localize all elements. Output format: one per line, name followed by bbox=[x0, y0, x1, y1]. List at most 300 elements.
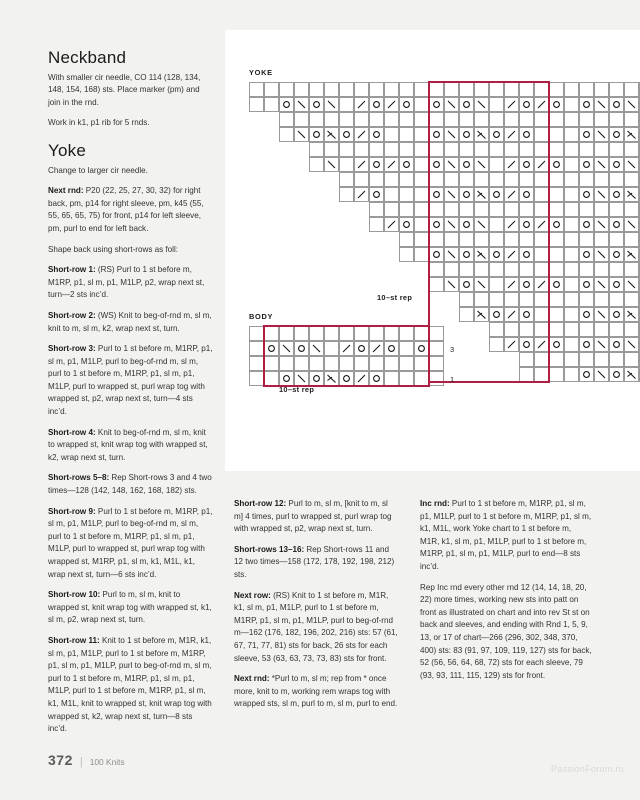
chart-cell-ssk bbox=[624, 337, 639, 352]
chart-cell-knit bbox=[504, 82, 519, 97]
chart-cell-knit bbox=[519, 202, 534, 217]
chart-cell-knit bbox=[429, 172, 444, 187]
chart-cell-knit bbox=[519, 262, 534, 277]
sl1-k2tog-psso-icon bbox=[625, 188, 638, 201]
ssk-icon bbox=[595, 128, 608, 141]
chart-cell-knit bbox=[549, 247, 564, 262]
chart-cell-knit bbox=[594, 112, 609, 127]
chart-cell-knit bbox=[549, 307, 564, 322]
chart-cell-knit bbox=[579, 142, 594, 157]
chart-cell-knit bbox=[429, 232, 444, 247]
chart-cell-knit bbox=[549, 292, 564, 307]
chart-cell-knit bbox=[519, 322, 534, 337]
chart-cell-ssk bbox=[594, 157, 609, 172]
chart-cell-knit bbox=[414, 326, 429, 341]
chart-cell-knit bbox=[579, 262, 594, 277]
chart-cell-knit bbox=[384, 82, 399, 97]
chart-cell-knit bbox=[399, 202, 414, 217]
yoke-next-rnd bbox=[48, 185, 213, 235]
chart-cell-knit bbox=[414, 202, 429, 217]
chart-cell-knit bbox=[399, 112, 414, 127]
k2tog-icon bbox=[535, 338, 548, 351]
chart-cell-knit bbox=[324, 82, 339, 97]
yo-icon bbox=[490, 248, 503, 261]
instruction-label: Short-row 2: bbox=[48, 310, 96, 320]
chart-cell-knit bbox=[579, 82, 594, 97]
chart-cell-knit bbox=[384, 202, 399, 217]
chart-cell-knit bbox=[414, 157, 429, 172]
chart-cell-yo bbox=[369, 187, 384, 202]
chart-cell-knit bbox=[309, 112, 324, 127]
instruction-text: Rep Short-rows 11 and 12 two times—158 (172, 178, 192, 198, 212) sts. bbox=[234, 544, 395, 579]
chart-cell-knit bbox=[474, 292, 489, 307]
yo-icon bbox=[295, 342, 308, 355]
chart-cell-ssk bbox=[594, 307, 609, 322]
chart-panel bbox=[225, 30, 640, 471]
chart-cell-knit bbox=[459, 262, 474, 277]
chart-cell-knit bbox=[339, 82, 354, 97]
chart-cell-ssk bbox=[294, 127, 309, 142]
chart-cell-knit bbox=[624, 322, 639, 337]
chart-cell-yo bbox=[579, 157, 594, 172]
chart-cell-ssk bbox=[624, 97, 639, 112]
ssk-icon bbox=[445, 128, 458, 141]
chart-cell-knit bbox=[504, 142, 519, 157]
chart-cell-yo bbox=[579, 307, 594, 322]
yo-icon bbox=[580, 248, 593, 261]
chart-cell-knit bbox=[474, 172, 489, 187]
yoke-chart-title: YOKE bbox=[249, 68, 273, 77]
k2tog-icon bbox=[505, 338, 518, 351]
ssk-icon bbox=[295, 98, 308, 111]
yo-icon bbox=[370, 128, 383, 141]
k2tog-icon bbox=[355, 158, 368, 171]
yo-icon bbox=[490, 308, 503, 321]
instruction-text: Knit to beg-of-rnd m, sl m, knit to wrapped st, knit wrap tog with wrapped st, k2, wrap next st, turn. bbox=[48, 427, 208, 462]
chart-cell-knit bbox=[609, 232, 624, 247]
chart-cell-knit bbox=[444, 262, 459, 277]
chart-cell-ssk bbox=[624, 217, 639, 232]
chart-cell-knit bbox=[249, 356, 264, 371]
ssk-icon bbox=[475, 158, 488, 171]
ssk-icon bbox=[625, 278, 638, 291]
chart-cell-psso bbox=[624, 127, 639, 142]
instruction-paragraph bbox=[48, 472, 213, 497]
yoke-next-rnd-text: P20 (22, 25, 27, 30, 32) for right back, pm, p14 for right sleeve, pm, k45 (55, 55, 65, 65, 75) for front, p14 for left sleeve, pm, purl to end for left back. bbox=[48, 186, 204, 233]
instruction-text: Purl to m, sl m, [knit to m, sl m] 4 times, purl to wrapped st, purl wrap tog with wrapped st, p2, wrap next st, turn. bbox=[234, 499, 392, 534]
chart-cell-yo bbox=[429, 127, 444, 142]
chart-cell-knit bbox=[414, 232, 429, 247]
instruction-paragraph bbox=[234, 673, 399, 711]
chart-cell-knit bbox=[534, 172, 549, 187]
chart-cell-knit bbox=[279, 127, 294, 142]
chart-cell-knit bbox=[564, 82, 579, 97]
chart-cell-knit bbox=[489, 172, 504, 187]
chart-cell-yo bbox=[489, 127, 504, 142]
ssk-icon bbox=[280, 342, 293, 355]
chart-cell-knit bbox=[579, 322, 594, 337]
chart-cell-k2tog bbox=[354, 187, 369, 202]
instruction-label: Short-row 1: bbox=[48, 265, 96, 275]
yo-icon bbox=[430, 248, 443, 261]
chart-cell-yo bbox=[609, 157, 624, 172]
chart-cell-knit bbox=[414, 127, 429, 142]
chart-cell-knit bbox=[294, 326, 309, 341]
chart-cell-yo bbox=[369, 371, 384, 386]
yo-icon bbox=[370, 372, 383, 385]
yo-icon bbox=[400, 98, 413, 111]
chart-cell-knit bbox=[384, 127, 399, 142]
chart-cell-yo bbox=[279, 371, 294, 386]
chart-cell-knit bbox=[399, 326, 414, 341]
chart-cell-knit bbox=[624, 142, 639, 157]
chart-cell-knit bbox=[564, 352, 579, 367]
chart-cell-ssk bbox=[444, 97, 459, 112]
ssk-icon bbox=[595, 158, 608, 171]
chart-cell-psso bbox=[624, 247, 639, 262]
chart-cell-knit bbox=[549, 232, 564, 247]
chart-cell-ssk bbox=[324, 157, 339, 172]
chart-cell-knit bbox=[474, 142, 489, 157]
chart-cell-knit bbox=[429, 82, 444, 97]
left-text-column bbox=[48, 48, 213, 744]
chart-cell-yo bbox=[519, 247, 534, 262]
chart-cell-psso bbox=[624, 367, 639, 382]
ssk-icon bbox=[595, 368, 608, 381]
chart-cell-knit bbox=[279, 82, 294, 97]
yo-icon bbox=[430, 98, 443, 111]
chart-cell-yo bbox=[429, 217, 444, 232]
chart-cell-yo bbox=[549, 157, 564, 172]
chart-cell-knit bbox=[399, 371, 414, 386]
chart-cell-knit bbox=[429, 202, 444, 217]
chart-cell-knit bbox=[354, 356, 369, 371]
chart-cell-knit bbox=[459, 232, 474, 247]
chart-cell-knit bbox=[594, 352, 609, 367]
chart-cell-knit bbox=[594, 202, 609, 217]
ssk-icon bbox=[310, 342, 323, 355]
chart-cell-knit bbox=[519, 112, 534, 127]
chart-cell-yo bbox=[369, 97, 384, 112]
k2tog-icon bbox=[355, 188, 368, 201]
yo-icon bbox=[610, 278, 623, 291]
yo-icon bbox=[610, 128, 623, 141]
chart-cell-ssk bbox=[474, 277, 489, 292]
instruction-paragraph bbox=[420, 582, 592, 683]
right-instruction-list bbox=[420, 498, 592, 682]
yo-icon bbox=[580, 158, 593, 171]
chart-cell-knit bbox=[534, 247, 549, 262]
yo-icon bbox=[460, 218, 473, 231]
yo-icon bbox=[400, 158, 413, 171]
chart-cell-yo bbox=[414, 341, 429, 356]
yo-icon bbox=[265, 342, 278, 355]
chart-cell-yo bbox=[549, 337, 564, 352]
chart-cell-ssk bbox=[474, 157, 489, 172]
chart-cell-ssk bbox=[594, 97, 609, 112]
chart-cell-knit bbox=[339, 172, 354, 187]
chart-cell-ssk bbox=[309, 341, 324, 356]
yo-icon bbox=[610, 368, 623, 381]
chart-cell-knit bbox=[489, 277, 504, 292]
chart-cell-yo bbox=[309, 97, 324, 112]
chart-cell-knit bbox=[564, 157, 579, 172]
chart-cell-knit bbox=[624, 202, 639, 217]
chart-cell-ssk bbox=[444, 157, 459, 172]
instruction-text: (RS) Knit to 1 st before m, M1R, k1, sl m, p1, M1LP, purl to 1 st before m, M1RP, p1, sl m, p1, M1LP, purl to beg-of-rnd m—162 (176, 182, 196, 202, 216) sts: 57 (61, 67, 71, 77, 81) sts for back, 26 sts for each sleeve, 53 (63, 63, 73, 73, 83) sts for front. bbox=[234, 590, 398, 663]
chart-cell-knit bbox=[579, 202, 594, 217]
yo-icon bbox=[520, 128, 533, 141]
footer-separator: | bbox=[79, 756, 83, 768]
sl1-k2tog-psso-icon bbox=[625, 368, 638, 381]
k2tog-icon bbox=[505, 188, 518, 201]
page-footer bbox=[48, 752, 125, 768]
chart-cell-knit bbox=[519, 232, 534, 247]
chart-cell-ssk bbox=[594, 367, 609, 382]
chart-cell-knit bbox=[324, 341, 339, 356]
sl1-k2tog-psso-icon bbox=[325, 372, 338, 385]
chart-cell-knit bbox=[564, 232, 579, 247]
chart-cell-yo bbox=[309, 127, 324, 142]
chart-cell-knit bbox=[324, 142, 339, 157]
ssk-icon bbox=[445, 218, 458, 231]
chart-cell-yo bbox=[384, 341, 399, 356]
chart-cell-yo bbox=[609, 127, 624, 142]
chart-cell-knit bbox=[549, 187, 564, 202]
chart-cell-knit bbox=[534, 352, 549, 367]
chart-cell-knit bbox=[609, 352, 624, 367]
chart-cell-yo bbox=[264, 341, 279, 356]
chart-cell-knit bbox=[564, 277, 579, 292]
chart-cell-knit bbox=[369, 142, 384, 157]
chart-cell-psso bbox=[624, 187, 639, 202]
chart-cell-knit bbox=[429, 356, 444, 371]
yo-icon bbox=[460, 98, 473, 111]
chart-cell-yo bbox=[549, 97, 564, 112]
chart-cell-knit bbox=[384, 356, 399, 371]
chart-cell-yo bbox=[519, 307, 534, 322]
chart-cell-knit bbox=[564, 337, 579, 352]
chart-cell-knit bbox=[264, 82, 279, 97]
chart-cell-knit bbox=[609, 322, 624, 337]
chart-cell-knit bbox=[399, 187, 414, 202]
chart-cell-knit bbox=[444, 142, 459, 157]
yo-icon bbox=[580, 278, 593, 291]
yo-icon bbox=[430, 128, 443, 141]
yo-icon bbox=[280, 372, 293, 385]
chart-cell-knit bbox=[474, 262, 489, 277]
chart-cell-k2tog bbox=[339, 341, 354, 356]
chart-cell-knit bbox=[504, 262, 519, 277]
chart-cell-knit bbox=[594, 172, 609, 187]
sl1-k2tog-psso-icon bbox=[325, 128, 338, 141]
chart-cell-knit bbox=[324, 356, 339, 371]
chart-cell-ssk bbox=[474, 217, 489, 232]
instruction-label: Short-row 4: bbox=[48, 427, 96, 437]
chart-cell-k2tog bbox=[504, 247, 519, 262]
chart-cell-knit bbox=[504, 112, 519, 127]
chart-cell-knit bbox=[354, 172, 369, 187]
chart-cell-knit bbox=[399, 82, 414, 97]
chart-cell-knit bbox=[609, 292, 624, 307]
instruction-paragraph bbox=[234, 590, 399, 666]
yo-icon bbox=[520, 158, 533, 171]
chart-cell-knit bbox=[279, 356, 294, 371]
chart-cell-knit bbox=[354, 112, 369, 127]
chart-cell-knit bbox=[264, 371, 279, 386]
book-title: 100 Knits bbox=[89, 757, 125, 767]
chart-cell-knit bbox=[309, 142, 324, 157]
k2tog-icon bbox=[535, 158, 548, 171]
chart-cell-yo bbox=[279, 97, 294, 112]
chart-cell-k2tog bbox=[504, 217, 519, 232]
chart-cell-yo bbox=[354, 341, 369, 356]
instruction-text: (WS) Knit to beg-of-rnd m, sl m, knit to m, sl m, k2, wrap next st, turn. bbox=[48, 310, 212, 333]
chart-cell-k2tog bbox=[534, 157, 549, 172]
chart-cell-yo bbox=[459, 97, 474, 112]
chart-cell-knit bbox=[459, 112, 474, 127]
chart-cell-knit bbox=[504, 202, 519, 217]
instruction-paragraph bbox=[48, 589, 213, 627]
chart-cell-knit bbox=[339, 187, 354, 202]
chart-cell-knit bbox=[339, 142, 354, 157]
chart-cell-yo bbox=[309, 371, 324, 386]
chart-cell-yo bbox=[399, 157, 414, 172]
instruction-text: *Purl to m, sl m; rep from * once more, knit to m, working rem wraps tog with wrapped sts, sl m, purl to m, sl m, purl to end. bbox=[234, 674, 398, 709]
chart-cell-knit bbox=[459, 202, 474, 217]
yo-icon bbox=[460, 188, 473, 201]
chart-cell-yo bbox=[609, 307, 624, 322]
chart-cell-knit bbox=[564, 307, 579, 322]
k2tog-icon bbox=[505, 308, 518, 321]
instruction-label: Short-row 9: bbox=[48, 506, 96, 516]
chart-cell-knit bbox=[414, 97, 429, 112]
watermark: PassionForum.ru bbox=[550, 764, 624, 774]
chart-cell-knit bbox=[399, 127, 414, 142]
chart-cell-knit bbox=[459, 307, 474, 322]
chart-cell-knit bbox=[534, 82, 549, 97]
chart-cell-k2tog bbox=[504, 277, 519, 292]
k2tog-icon bbox=[385, 218, 398, 231]
chart-cell-psso bbox=[324, 127, 339, 142]
chart-cell-knit bbox=[504, 322, 519, 337]
instruction-text: Purl to 1 st before m, M1RP, p1, sl m, p1, M1LP, purl to 1 st before m, M1RP, p1, sl m, k1, M1L, work Yoke chart to 1 st before m, M1R, k1, sl m, p1, M1LP, purl to 1 st before m, M1RP, p1, sl m, p1, M1LP, purl to end—8 sts inc’d. bbox=[420, 499, 592, 571]
chart-cell-knit bbox=[564, 172, 579, 187]
chart-cell-k2tog bbox=[354, 97, 369, 112]
k2tog-icon bbox=[385, 158, 398, 171]
chart-cell-knit bbox=[564, 127, 579, 142]
yo-icon bbox=[385, 342, 398, 355]
chart-cell-psso bbox=[324, 371, 339, 386]
chart-cell-knit bbox=[519, 82, 534, 97]
chart-cell-knit bbox=[489, 217, 504, 232]
yo-icon bbox=[550, 278, 563, 291]
chart-cell-knit bbox=[489, 292, 504, 307]
neckband-para-2: Work in k1, p1 rib for 5 rnds. bbox=[48, 118, 150, 128]
k2tog-icon bbox=[505, 128, 518, 141]
chart-cell-psso bbox=[474, 127, 489, 142]
ssk-icon bbox=[445, 158, 458, 171]
chart-cell-knit bbox=[489, 82, 504, 97]
yoke-next-rnd-label: Next rnd: bbox=[48, 186, 84, 196]
yoke-heading: Yoke bbox=[48, 140, 86, 160]
chart-cell-knit bbox=[474, 232, 489, 247]
chart-cell-knit bbox=[399, 172, 414, 187]
chart-cell-k2tog bbox=[354, 127, 369, 142]
chart-cell-knit bbox=[279, 326, 294, 341]
body-row-number: 1 bbox=[450, 374, 455, 384]
chart-cell-knit bbox=[534, 187, 549, 202]
chart-cell-knit bbox=[564, 367, 579, 382]
chart-cell-knit bbox=[249, 326, 264, 341]
chart-cell-knit bbox=[549, 112, 564, 127]
chart-cell-k2tog bbox=[384, 217, 399, 232]
sl1-k2tog-psso-icon bbox=[475, 248, 488, 261]
yo-icon bbox=[340, 128, 353, 141]
chart-cell-knit bbox=[309, 82, 324, 97]
chart-cell-yo bbox=[609, 337, 624, 352]
yo-icon bbox=[340, 372, 353, 385]
ssk-icon bbox=[595, 278, 608, 291]
chart-cell-knit bbox=[429, 262, 444, 277]
instruction-text: (RS) Purl to 1 st before m, M1RP, p1, sl m, p1, M1LP, p2, wrap next st, turn—2 sts inc’d. bbox=[48, 265, 205, 300]
chart-cell-knit bbox=[549, 142, 564, 157]
chart-cell-knit bbox=[534, 322, 549, 337]
yo-icon bbox=[580, 368, 593, 381]
body-chart-rep-label: 10–st rep bbox=[279, 385, 315, 394]
chart-cell-knit bbox=[339, 97, 354, 112]
chart-cell-yo bbox=[459, 277, 474, 292]
chart-cell-knit bbox=[399, 356, 414, 371]
instruction-text: Purl to 1 st before m, M1RP, p1, sl m, p1, M1LP, purl to beg-of-rnd m, sl m, purl to 1 st before m, M1RP, p1, sl m, p1, M1LP, purl to wrapped st, purl wrap tog with wrapped st, p2, wrap next st, turn—4 sts inc’d. bbox=[48, 344, 213, 417]
ssk-icon bbox=[325, 158, 338, 171]
yo-icon bbox=[490, 188, 503, 201]
chart-cell-knit bbox=[489, 322, 504, 337]
chart-cell-knit bbox=[564, 262, 579, 277]
chart-cell-k2tog bbox=[354, 371, 369, 386]
yo-icon bbox=[580, 128, 593, 141]
chart-cell-yo bbox=[579, 277, 594, 292]
chart-cell-knit bbox=[399, 142, 414, 157]
chart-cell-yo bbox=[399, 97, 414, 112]
chart-cell-k2tog bbox=[354, 157, 369, 172]
instruction-text: Knit to 1 st before m, M1R, k1, sl m, p1, M1LP, purl to 1 st before m, M1RP, p1, sl m, p1, M1LP, purl to beg-of-rnd m, sl m, purl to 1 st before m, M1RP, p1, sl m, p1, M1LP, purl to 1 st before m, M1RP, p1, sl m, k1, M1L, knit to wrapped st, knit wrap tog with wrapped st, k2, wrap next st, turn—8 sts inc’d. bbox=[48, 635, 212, 734]
ssk-icon bbox=[625, 338, 638, 351]
chart-cell-ssk bbox=[294, 97, 309, 112]
chart-cell-yo bbox=[519, 217, 534, 232]
chart-cell-knit bbox=[414, 217, 429, 232]
chart-cell-knit bbox=[549, 367, 564, 382]
chart-cell-knit bbox=[414, 142, 429, 157]
ssk-icon bbox=[445, 98, 458, 111]
chart-cell-knit bbox=[414, 112, 429, 127]
chart-cell-knit bbox=[609, 172, 624, 187]
ssk-icon bbox=[595, 98, 608, 111]
chart-cell-knit bbox=[609, 202, 624, 217]
chart-cell-knit bbox=[609, 82, 624, 97]
chart-cell-knit bbox=[324, 112, 339, 127]
ssk-icon bbox=[295, 372, 308, 385]
chart-cell-knit bbox=[324, 326, 339, 341]
left-instruction-list bbox=[48, 264, 213, 736]
chart-cell-knit bbox=[579, 112, 594, 127]
ssk-icon bbox=[325, 98, 338, 111]
chart-cell-knit bbox=[429, 341, 444, 356]
yo-icon bbox=[430, 158, 443, 171]
yo-icon bbox=[610, 158, 623, 171]
chart-cell-knit bbox=[624, 232, 639, 247]
chart-cell-ssk bbox=[594, 127, 609, 142]
